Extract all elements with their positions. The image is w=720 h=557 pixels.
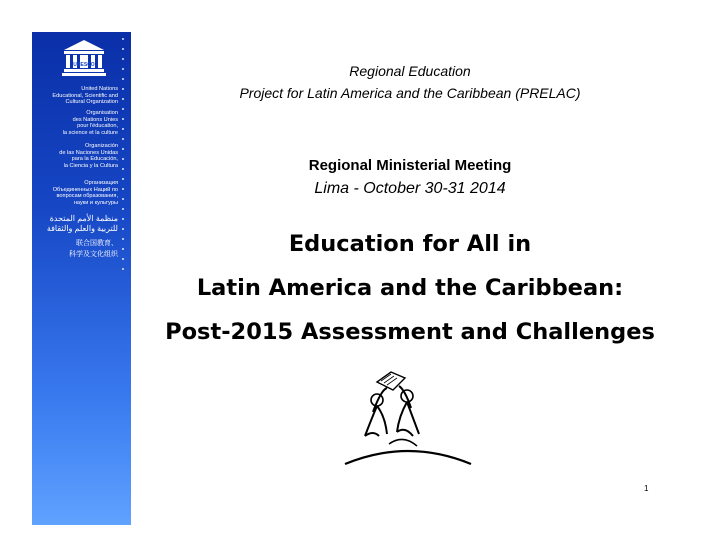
organization-name-line: Организация: [84, 180, 118, 186]
organization-name-line: 科学及文化组织: [69, 251, 118, 258]
organization-name-line: 联合国教育、: [76, 240, 118, 247]
organization-name-block: [28, 238, 118, 260]
meeting-date: Lima - October 30-31 2014: [314, 180, 506, 197]
organization-name-line: para la Educación,: [71, 156, 118, 163]
organization-name-block: [28, 110, 118, 136]
organization-name-block: [28, 214, 118, 234]
education-for-all-illustration: [343, 360, 473, 470]
organization-name-line: de las Naciones Unidas: [59, 149, 118, 156]
organization-name-block: [28, 180, 118, 206]
title-line-3: Post-2015 Assessment and Challenges: [165, 319, 655, 345]
header-line-1: Regional Education: [349, 63, 471, 79]
organization-name-line: Organisation: [86, 110, 118, 116]
unesco-sidebar: [32, 32, 131, 525]
page-number: 1: [644, 484, 649, 493]
organization-name-line: Cultural Organization: [65, 99, 118, 106]
organization-name-line: Organización: [85, 143, 118, 149]
organization-name-line: des Nations Unies: [72, 116, 118, 123]
organization-name-line: منظمة الأمم المتحدة: [49, 214, 118, 223]
title-line-2: Latin America and the Caribbean:: [196, 275, 624, 301]
dotted-divider: [122, 34, 124, 274]
organization-name-line: la science et la culture: [62, 129, 118, 136]
organization-name-line: للتربية والعلم والثقافة: [46, 224, 118, 233]
meeting-name: Regional Ministerial Meeting: [308, 157, 512, 174]
header-line-2: Project for Latin America and the Caribbean (PRELAC): [239, 85, 581, 101]
organization-name-line: la Ciencia y la Cultura: [63, 162, 118, 169]
organization-name-line: Объединенных Наций по: [52, 186, 118, 193]
organization-name-line: pour l'éducation,: [77, 123, 118, 130]
organization-name-line: United Nations: [81, 86, 118, 92]
organization-name-line: науки и культуры: [73, 199, 118, 206]
organization-name-block: [28, 143, 118, 169]
title-line-1: Education for All in: [288, 231, 532, 257]
organization-name-line: Educational, Scientific and: [52, 92, 118, 99]
unesco-logo: [60, 38, 108, 78]
organization-name-line: вопросам образования,: [56, 193, 118, 200]
organization-name-block: [28, 86, 118, 106]
unesco-logo-text: UNESCO: [73, 62, 95, 68]
